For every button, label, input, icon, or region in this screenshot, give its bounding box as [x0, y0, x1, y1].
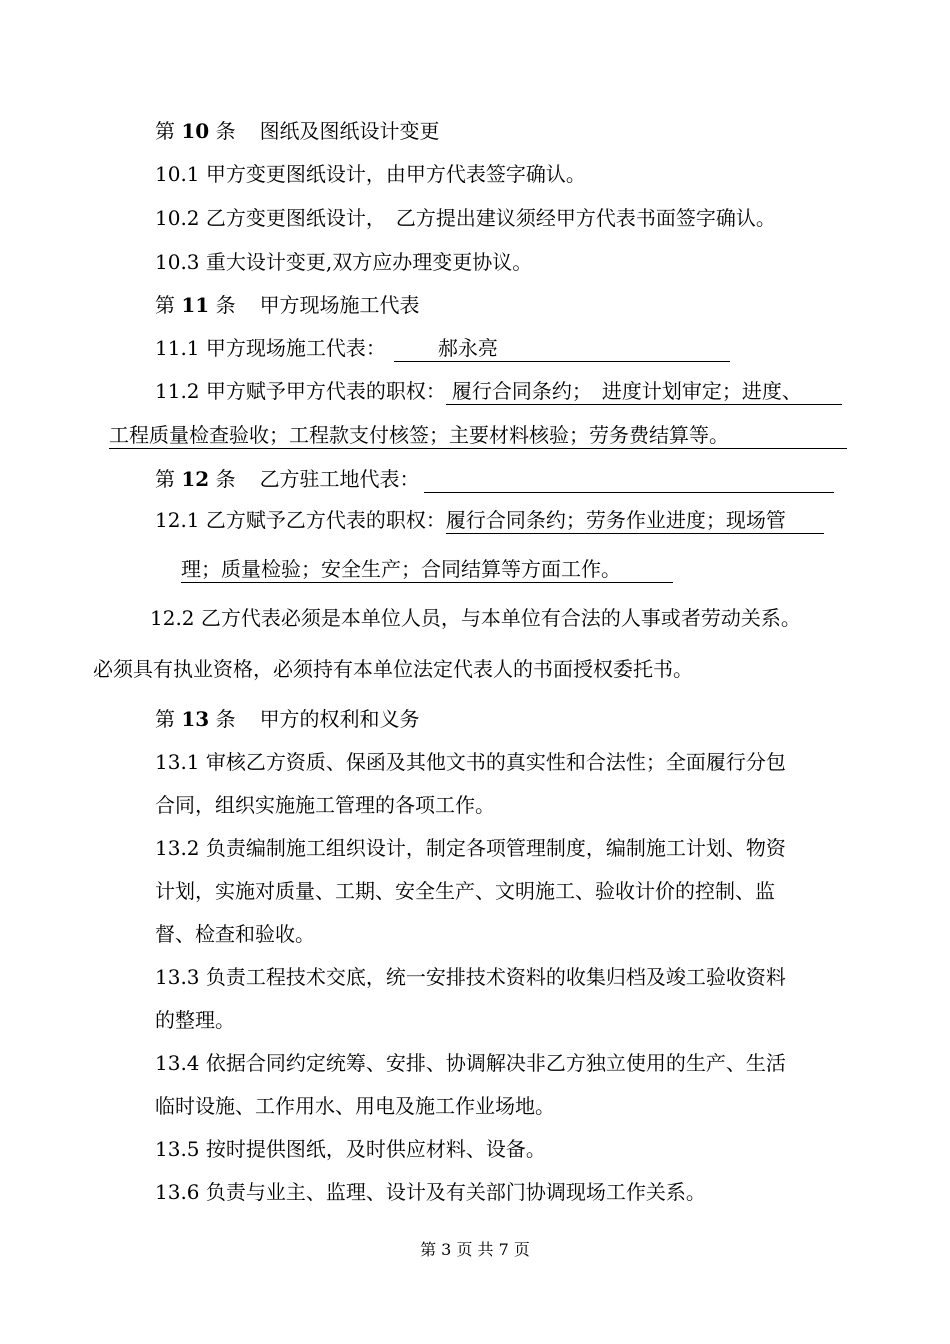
article-11-heading — [155, 291, 420, 319]
clause-13-3-cont: 的整理。 — [155, 1008, 235, 1032]
contractor-authority-line2: 理；质量检验；安全生产；合同结算等方面工作。 — [181, 556, 673, 583]
clause-label: 11.1 甲方现场施工代表： — [155, 336, 386, 360]
article-title: 甲方的权利和义务 — [259, 707, 420, 731]
clause-13-5: 13.5 按时提供图纸，及时供应材料、设备。 — [155, 1137, 546, 1161]
rep-name-field — [394, 335, 730, 362]
article-prefix: 第 — [155, 293, 175, 317]
clause-11-1 — [155, 334, 730, 362]
article-suffix: 条 — [215, 707, 236, 731]
article-12-heading — [155, 465, 834, 493]
clause-13-2: 13.2 负责编制施工组织设计，制定各项管理制度，编制施工计划、物资 — [155, 836, 786, 860]
article-13-heading — [155, 705, 420, 733]
authority-value-line1: 履行合同条约； 进度计划审定；进度、 — [446, 378, 842, 405]
clause-10-1: 10.1 甲方变更图纸设计，由甲方代表签字确认。 — [155, 162, 586, 186]
clause-label: 11.2 甲方赋予甲方代表的职权： — [155, 379, 446, 403]
clause-11-2 — [155, 377, 842, 405]
clause-12-1 — [155, 506, 824, 534]
clause-13-4: 13.4 依据合同约定统筹、安排、协调解决非乙方独立使用的生产、生活 — [155, 1051, 786, 1075]
clause-13-1-cont: 合同，组织实施施工管理的各项工作。 — [155, 793, 495, 817]
clause-label: 12.1 乙方赋予乙方代表的职权： — [155, 508, 446, 532]
article-number: 10 — [181, 119, 210, 143]
clause-13-2-cont2: 督、检查和验收。 — [155, 922, 315, 946]
clause-13-4-cont: 临时设施、工作用水、用电及施工作业场地。 — [155, 1094, 555, 1118]
contractor-authority-line1: 履行合同条约；劳务作业进度；现场管 — [446, 507, 824, 534]
article-suffix: 条 — [215, 119, 236, 143]
article-number: 13 — [181, 707, 210, 731]
clause-13-6: 13.6 负责与业主、监理、设计及有关部门协调现场工作关系。 — [155, 1180, 706, 1204]
article-title: 乙方驻工地代表： — [259, 467, 420, 491]
rep-name-value: 郝永亮 — [437, 336, 498, 360]
page-footer: 第 3 页 共 7 页 — [420, 1240, 530, 1259]
clause-13-1: 13.1 审核乙方资质、保函及其他文书的真实性和合法性；全面履行分包 — [155, 750, 786, 774]
article-prefix: 第 — [155, 707, 175, 731]
contractor-rep-field — [424, 466, 834, 493]
authority-value-line2: 工程质量检查验收；工程款支付核签；主要材料核验；劳务费结算等。 — [109, 422, 847, 449]
clause-11-2-cont — [109, 421, 847, 449]
clause-12-2-cont: 必须具有执业资格，必须持有本单位法定代表人的书面授权委托书。 — [93, 657, 693, 681]
clause-10-3: 10.3 重大设计变更,双方应办理变更协议。 — [155, 250, 533, 274]
article-10-heading — [155, 117, 440, 145]
clause-13-3: 13.3 负责工程技术交底，统一安排技术资料的收集归档及竣工验收资料 — [155, 965, 786, 989]
article-prefix: 第 — [155, 467, 175, 491]
article-title: 图纸及图纸设计变更 — [259, 119, 440, 143]
clause-12-2: 12.2 乙方代表必须是本单位人员，与本单位有合法的人事或者劳动关系。 — [150, 606, 801, 630]
article-number: 11 — [181, 293, 210, 317]
clause-13-2-cont1: 计划，实施对质量、工期、安全生产、文明施工、验收计价的控制、监 — [155, 879, 775, 903]
article-prefix: 第 — [155, 119, 175, 143]
article-suffix: 条 — [215, 467, 236, 491]
clause-10-2: 10.2 乙方变更图纸设计， 乙方提出建议须经甲方代表书面签字确认。 — [155, 206, 776, 230]
article-title: 甲方现场施工代表 — [259, 293, 420, 317]
clause-12-1-cont — [181, 555, 673, 583]
article-number: 12 — [181, 467, 210, 491]
article-suffix: 条 — [215, 293, 236, 317]
